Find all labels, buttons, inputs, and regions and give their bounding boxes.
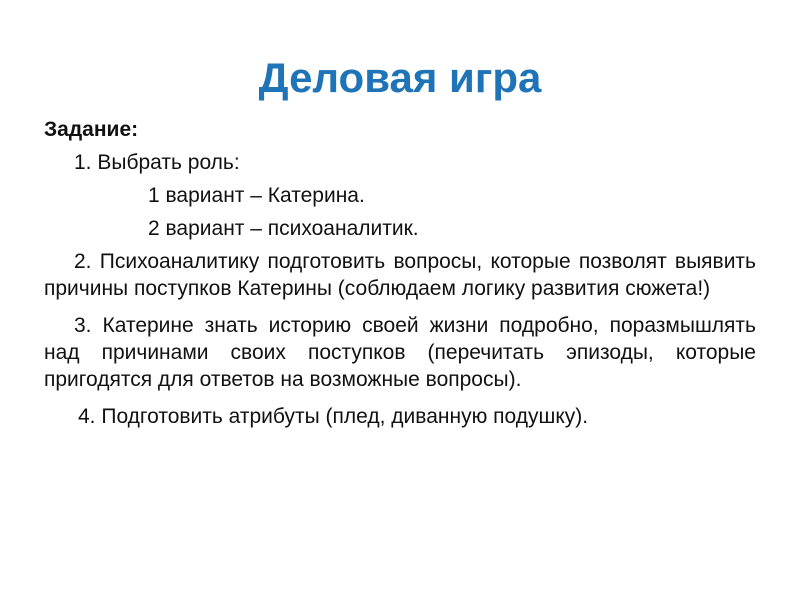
task-item-3: 3. Катерине знать историю своей жизни подробно, поразмышлять над причинами своих поступков (перечитать эпизоды, которые пригодятся для ответов на возможные вопросы).	[44, 314, 756, 391]
role-variant-2: 2 вариант – психоаналитик.	[148, 217, 419, 240]
task-heading: Задание:	[44, 118, 139, 141]
slide-content	[44, 116, 756, 430]
task-item-2: 2. Психоаналитику подготовить вопросы, которые позволят выявить причины поступков Катерины (соблюдаем логику развития сюжета!)	[44, 250, 756, 300]
task-item-4: 4. Подготовить атрибуты (плед, диванную подушку).	[78, 405, 589, 428]
slide-title: Деловая игра	[258, 54, 542, 101]
role-variant-1: 1 вариант – Катерина.	[148, 184, 365, 207]
task-item-1: 1. Выбрать роль:	[74, 151, 240, 174]
